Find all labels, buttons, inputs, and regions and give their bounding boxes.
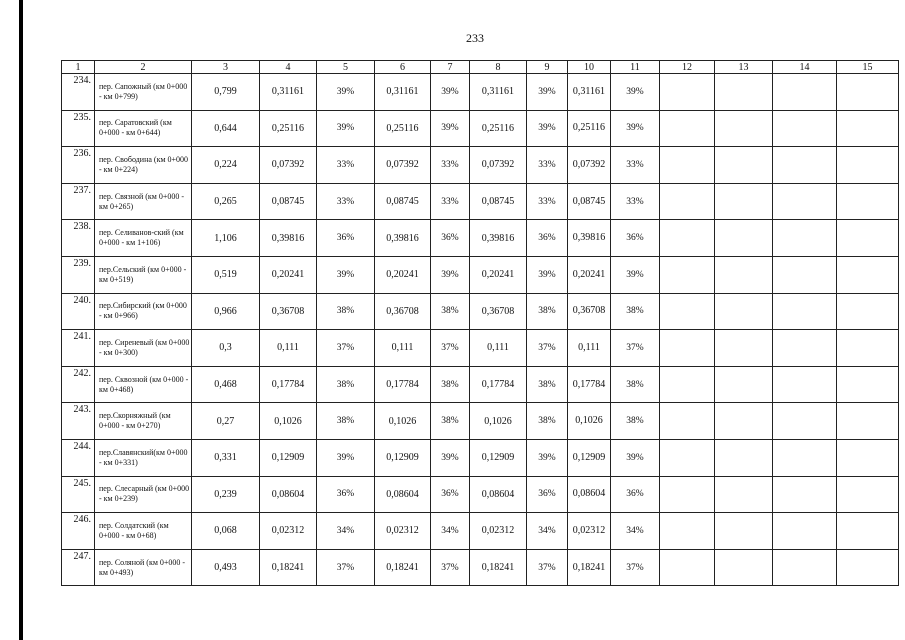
- value-cell: 0,17784: [470, 366, 527, 403]
- empty-cell: [660, 220, 715, 257]
- percent-cell: 37%: [431, 330, 470, 367]
- value-cell: 0,1026: [375, 403, 431, 440]
- percent-cell: 39%: [611, 256, 660, 293]
- empty-cell: [837, 330, 899, 367]
- length-cell: 0,265: [192, 183, 260, 220]
- column-header: 12: [660, 61, 715, 74]
- row-number-cell: 241.: [62, 330, 95, 367]
- value-cell: 0,12909: [568, 439, 611, 476]
- percent-cell: 37%: [527, 549, 568, 586]
- value-cell: 0,12909: [375, 439, 431, 476]
- percent-cell: 38%: [527, 403, 568, 440]
- value-cell: 0,07392: [375, 147, 431, 184]
- percent-cell: 36%: [317, 476, 375, 513]
- length-cell: 0,27: [192, 403, 260, 440]
- row-number-cell: 236.: [62, 147, 95, 184]
- value-cell: 0,25116: [470, 110, 527, 147]
- empty-cell: [715, 439, 773, 476]
- road-name-cell: пер. Солдатский (км 0+000 - км 0+68): [95, 513, 192, 550]
- empty-cell: [715, 513, 773, 550]
- road-name-cell: пер. Сквозной (км 0+000 - км 0+468): [95, 366, 192, 403]
- row-number-cell: 243.: [62, 403, 95, 440]
- empty-cell: [715, 403, 773, 440]
- percent-cell: 38%: [431, 366, 470, 403]
- percent-cell: 33%: [527, 147, 568, 184]
- empty-cell: [660, 513, 715, 550]
- value-cell: 0,02312: [568, 513, 611, 550]
- empty-cell: [715, 147, 773, 184]
- road-name-cell: пер. Сиреневый (км 0+000 - км 0+300): [95, 330, 192, 367]
- row-number-cell: 240.: [62, 293, 95, 330]
- percent-cell: 38%: [527, 293, 568, 330]
- row-number-cell: 237.: [62, 183, 95, 220]
- value-cell: 0,12909: [470, 439, 527, 476]
- row-number-cell: 244.: [62, 439, 95, 476]
- percent-cell: 33%: [611, 183, 660, 220]
- empty-cell: [773, 74, 837, 111]
- percent-cell: 39%: [317, 439, 375, 476]
- percent-cell: 38%: [317, 293, 375, 330]
- value-cell: 0,17784: [375, 366, 431, 403]
- empty-cell: [660, 256, 715, 293]
- empty-cell: [660, 110, 715, 147]
- percent-cell: 37%: [527, 330, 568, 367]
- column-header: 5: [317, 61, 375, 74]
- row-number-cell: 234.: [62, 74, 95, 111]
- column-header: 9: [527, 61, 568, 74]
- header-row: [62, 61, 899, 74]
- value-cell: 0,111: [470, 330, 527, 367]
- length-cell: 0,519: [192, 256, 260, 293]
- value-cell: 0,18241: [260, 549, 317, 586]
- percent-cell: 39%: [527, 256, 568, 293]
- percent-cell: 34%: [611, 513, 660, 550]
- value-cell: 0,07392: [568, 147, 611, 184]
- value-cell: 0,18241: [470, 549, 527, 586]
- column-header: 11: [611, 61, 660, 74]
- empty-cell: [837, 147, 899, 184]
- percent-cell: 33%: [431, 147, 470, 184]
- percent-cell: 33%: [317, 147, 375, 184]
- percent-cell: 33%: [611, 147, 660, 184]
- road-name-cell: пер. Соляной (км 0+000 - км 0+493): [95, 549, 192, 586]
- road-name-cell: пер.Славянский(км 0+000 - км 0+331): [95, 439, 192, 476]
- column-header: 8: [470, 61, 527, 74]
- value-cell: 0,36708: [470, 293, 527, 330]
- value-cell: 0,08604: [375, 476, 431, 513]
- table-row: [62, 293, 899, 330]
- value-cell: 0,08604: [470, 476, 527, 513]
- empty-cell: [773, 256, 837, 293]
- empty-cell: [837, 256, 899, 293]
- percent-cell: 39%: [431, 439, 470, 476]
- value-cell: 0,1026: [260, 403, 317, 440]
- row-number-cell: 235.: [62, 110, 95, 147]
- empty-cell: [660, 366, 715, 403]
- value-cell: 0,20241: [260, 256, 317, 293]
- empty-cell: [773, 366, 837, 403]
- column-header: 13: [715, 61, 773, 74]
- percent-cell: 34%: [431, 513, 470, 550]
- length-cell: 0,644: [192, 110, 260, 147]
- length-cell: 0,224: [192, 147, 260, 184]
- value-cell: 0,111: [375, 330, 431, 367]
- column-header: 14: [773, 61, 837, 74]
- percent-cell: 36%: [431, 220, 470, 257]
- value-cell: 0,17784: [260, 366, 317, 403]
- column-header: 10: [568, 61, 611, 74]
- length-cell: 0,966: [192, 293, 260, 330]
- empty-cell: [773, 403, 837, 440]
- empty-cell: [837, 74, 899, 111]
- value-cell: 0,02312: [375, 513, 431, 550]
- empty-cell: [837, 110, 899, 147]
- length-cell: 0,331: [192, 439, 260, 476]
- row-number-cell: 245.: [62, 476, 95, 513]
- value-cell: 0,20241: [375, 256, 431, 293]
- road-name-cell: пер. Связной (км 0+000 - км 0+265): [95, 183, 192, 220]
- column-header: 3: [192, 61, 260, 74]
- road-name-cell: пер. Сапожный (км 0+000 - км 0+799): [95, 74, 192, 111]
- road-name-cell: пер.Скорняжный (км 0+000 - км 0+270): [95, 403, 192, 440]
- percent-cell: 34%: [317, 513, 375, 550]
- length-cell: 0,468: [192, 366, 260, 403]
- value-cell: 0,39816: [260, 220, 317, 257]
- value-cell: 0,08745: [568, 183, 611, 220]
- page-number: 233: [466, 31, 484, 45]
- table-row: [62, 110, 899, 147]
- value-cell: 0,20241: [568, 256, 611, 293]
- road-name-cell: пер. Селиванов-ский (км 0+000 - км 1+106): [95, 220, 192, 257]
- value-cell: 0,25116: [375, 110, 431, 147]
- empty-cell: [715, 74, 773, 111]
- road-name-cell: пер.Сибирский (км 0+000 - км 0+966): [95, 293, 192, 330]
- length-cell: 0,799: [192, 74, 260, 111]
- empty-cell: [715, 549, 773, 586]
- row-number-cell: 247.: [62, 549, 95, 586]
- empty-cell: [715, 293, 773, 330]
- empty-cell: [660, 549, 715, 586]
- table-row: [62, 549, 899, 586]
- percent-cell: 37%: [317, 549, 375, 586]
- value-cell: 0,08745: [375, 183, 431, 220]
- empty-cell: [660, 439, 715, 476]
- length-cell: 0,3: [192, 330, 260, 367]
- value-cell: 0,07392: [470, 147, 527, 184]
- length-cell: 0,239: [192, 476, 260, 513]
- empty-cell: [660, 330, 715, 367]
- row-number-cell: 238.: [62, 220, 95, 257]
- empty-cell: [837, 366, 899, 403]
- empty-cell: [660, 293, 715, 330]
- percent-cell: 38%: [611, 403, 660, 440]
- value-cell: 0,25116: [260, 110, 317, 147]
- roads-table: [61, 60, 899, 586]
- value-cell: 0,111: [260, 330, 317, 367]
- value-cell: 0,02312: [470, 513, 527, 550]
- column-header: 4: [260, 61, 317, 74]
- value-cell: 0,08604: [568, 476, 611, 513]
- percent-cell: 37%: [317, 330, 375, 367]
- percent-cell: 39%: [431, 110, 470, 147]
- percent-cell: 36%: [431, 476, 470, 513]
- percent-cell: 36%: [527, 220, 568, 257]
- table-row: [62, 330, 899, 367]
- value-cell: 0,1026: [568, 403, 611, 440]
- empty-cell: [837, 403, 899, 440]
- empty-cell: [715, 256, 773, 293]
- length-cell: 0,493: [192, 549, 260, 586]
- empty-cell: [660, 403, 715, 440]
- value-cell: 0,36708: [568, 293, 611, 330]
- percent-cell: 39%: [527, 74, 568, 111]
- percent-cell: 36%: [611, 220, 660, 257]
- table-row: [62, 366, 899, 403]
- table-row: [62, 74, 899, 111]
- value-cell: 0,31161: [470, 74, 527, 111]
- value-cell: 0,02312: [260, 513, 317, 550]
- percent-cell: 39%: [527, 439, 568, 476]
- empty-cell: [837, 183, 899, 220]
- percent-cell: 39%: [317, 110, 375, 147]
- percent-cell: 39%: [317, 74, 375, 111]
- table-body: [62, 74, 899, 586]
- percent-cell: 33%: [317, 183, 375, 220]
- percent-cell: 38%: [431, 403, 470, 440]
- table-row: [62, 476, 899, 513]
- empty-cell: [837, 439, 899, 476]
- empty-cell: [773, 439, 837, 476]
- percent-cell: 38%: [611, 293, 660, 330]
- value-cell: 0,08604: [260, 476, 317, 513]
- table-row: [62, 256, 899, 293]
- percent-cell: 37%: [611, 330, 660, 367]
- value-cell: 0,18241: [375, 549, 431, 586]
- row-number-cell: 242.: [62, 366, 95, 403]
- empty-cell: [715, 183, 773, 220]
- length-cell: 1,106: [192, 220, 260, 257]
- percent-cell: 38%: [527, 366, 568, 403]
- table-row: [62, 513, 899, 550]
- empty-cell: [773, 293, 837, 330]
- percent-cell: 37%: [611, 549, 660, 586]
- percent-cell: 39%: [527, 110, 568, 147]
- table-row: [62, 147, 899, 184]
- percent-cell: 36%: [317, 220, 375, 257]
- column-header: 1: [62, 61, 95, 74]
- table-row: [62, 403, 899, 440]
- value-cell: 0,12909: [260, 439, 317, 476]
- empty-cell: [660, 147, 715, 184]
- percent-cell: 39%: [317, 256, 375, 293]
- scan-edge-bar: [19, 0, 23, 640]
- road-name-cell: пер. Саратовский (км 0+000 - км 0+644): [95, 110, 192, 147]
- value-cell: 0,39816: [470, 220, 527, 257]
- percent-cell: 34%: [527, 513, 568, 550]
- value-cell: 0,31161: [568, 74, 611, 111]
- empty-cell: [773, 110, 837, 147]
- value-cell: 0,18241: [568, 549, 611, 586]
- percent-cell: 39%: [611, 110, 660, 147]
- column-header: 15: [837, 61, 899, 74]
- empty-cell: [773, 513, 837, 550]
- percent-cell: 33%: [527, 183, 568, 220]
- empty-cell: [773, 549, 837, 586]
- empty-cell: [715, 366, 773, 403]
- percent-cell: 36%: [527, 476, 568, 513]
- value-cell: 0,36708: [260, 293, 317, 330]
- empty-cell: [715, 476, 773, 513]
- percent-cell: 39%: [611, 74, 660, 111]
- empty-cell: [773, 220, 837, 257]
- empty-cell: [773, 183, 837, 220]
- column-header: 7: [431, 61, 470, 74]
- value-cell: 0,111: [568, 330, 611, 367]
- percent-cell: 39%: [431, 256, 470, 293]
- road-name-cell: пер. Свободина (км 0+000 - км 0+224): [95, 147, 192, 184]
- table-row: [62, 220, 899, 257]
- value-cell: 0,07392: [260, 147, 317, 184]
- value-cell: 0,31161: [260, 74, 317, 111]
- percent-cell: 36%: [611, 476, 660, 513]
- empty-cell: [715, 110, 773, 147]
- percent-cell: 39%: [431, 74, 470, 111]
- percent-cell: 38%: [611, 366, 660, 403]
- empty-cell: [773, 147, 837, 184]
- value-cell: 0,39816: [568, 220, 611, 257]
- percent-cell: 38%: [317, 366, 375, 403]
- percent-cell: 37%: [431, 549, 470, 586]
- empty-cell: [837, 476, 899, 513]
- empty-cell: [837, 513, 899, 550]
- percent-cell: 38%: [431, 293, 470, 330]
- road-name-cell: пер.Сельский (км 0+000 - км 0+519): [95, 256, 192, 293]
- percent-cell: 39%: [611, 439, 660, 476]
- empty-cell: [837, 220, 899, 257]
- empty-cell: [837, 549, 899, 586]
- column-header: 6: [375, 61, 431, 74]
- value-cell: 0,39816: [375, 220, 431, 257]
- row-number-cell: 239.: [62, 256, 95, 293]
- percent-cell: 33%: [431, 183, 470, 220]
- empty-cell: [660, 74, 715, 111]
- road-name-cell: пер. Слесарный (км 0+000 - км 0+239): [95, 476, 192, 513]
- empty-cell: [837, 293, 899, 330]
- row-number-cell: 246.: [62, 513, 95, 550]
- value-cell: 0,1026: [470, 403, 527, 440]
- empty-cell: [773, 330, 837, 367]
- empty-cell: [660, 183, 715, 220]
- value-cell: 0,36708: [375, 293, 431, 330]
- table-row: [62, 439, 899, 476]
- empty-cell: [715, 220, 773, 257]
- empty-cell: [660, 476, 715, 513]
- table-row: [62, 183, 899, 220]
- value-cell: 0,20241: [470, 256, 527, 293]
- value-cell: 0,17784: [568, 366, 611, 403]
- empty-cell: [715, 330, 773, 367]
- value-cell: 0,08745: [470, 183, 527, 220]
- percent-cell: 38%: [317, 403, 375, 440]
- length-cell: 0,068: [192, 513, 260, 550]
- value-cell: 0,08745: [260, 183, 317, 220]
- value-cell: 0,25116: [568, 110, 611, 147]
- value-cell: 0,31161: [375, 74, 431, 111]
- column-header: 2: [95, 61, 192, 74]
- empty-cell: [773, 476, 837, 513]
